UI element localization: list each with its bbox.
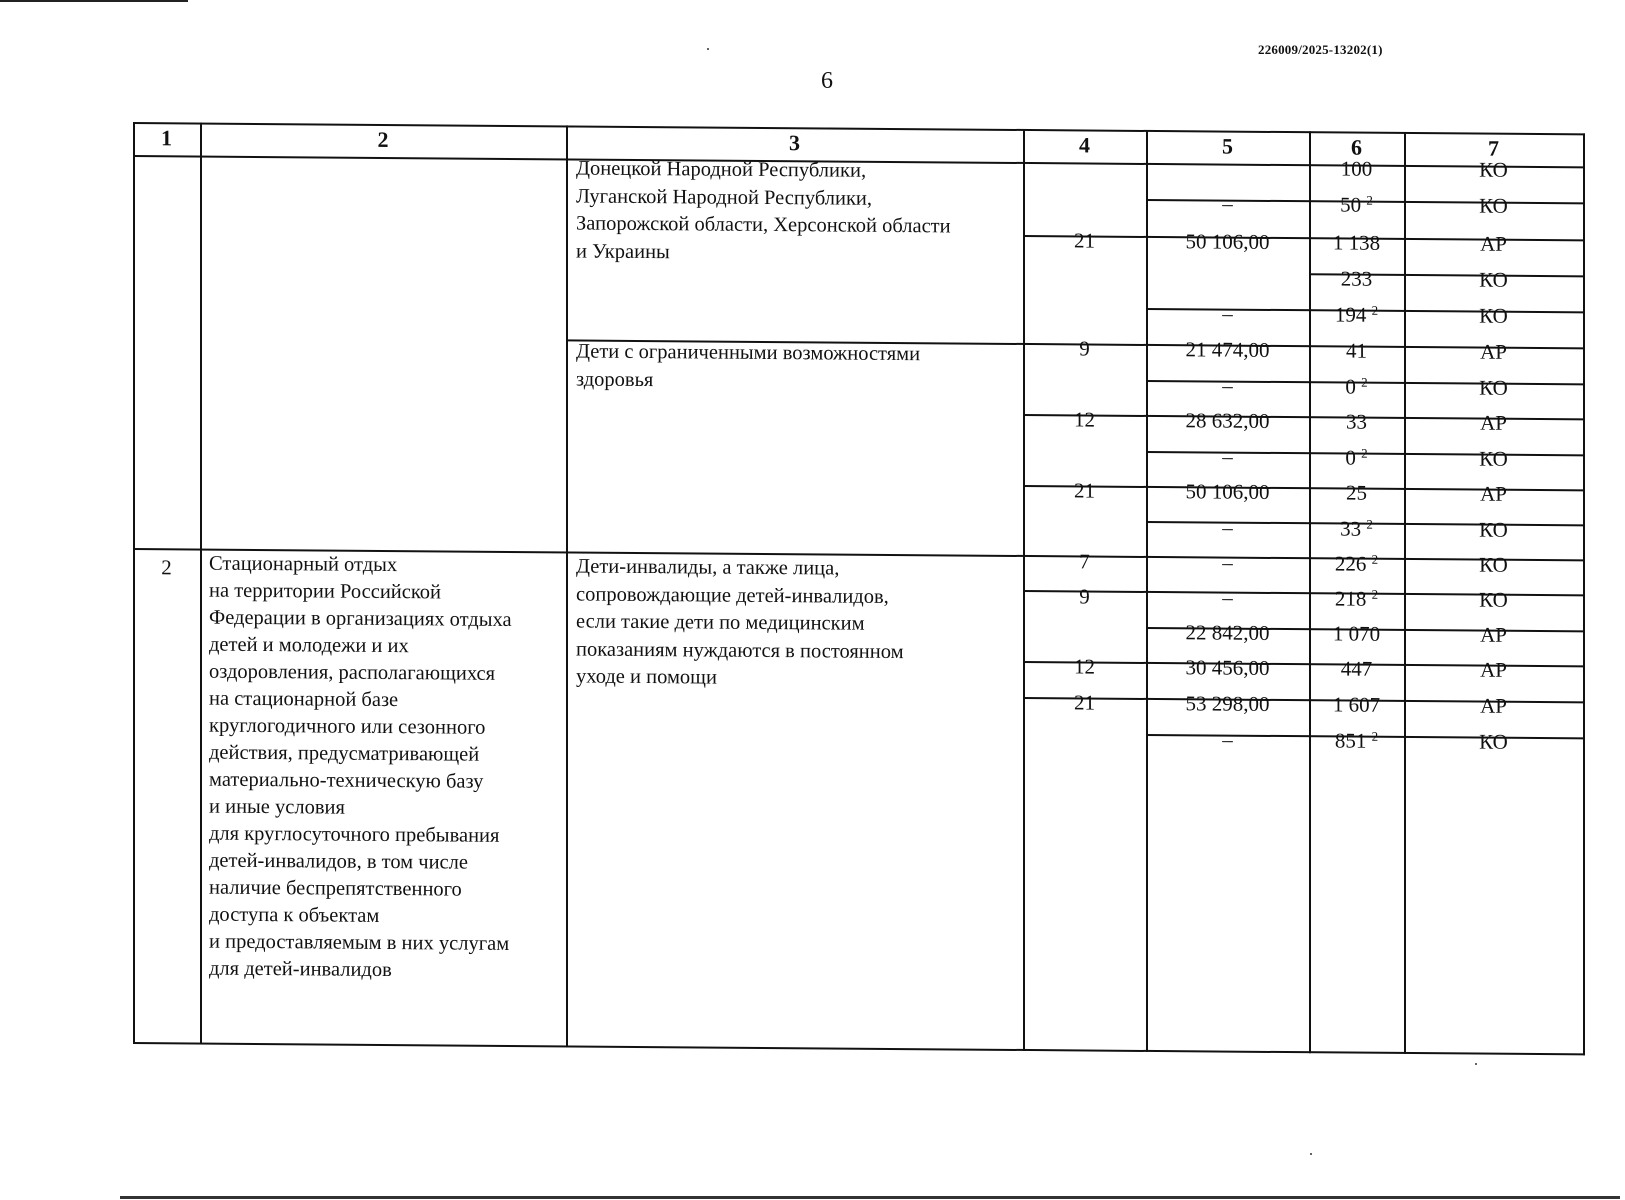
cell-col-7: КО <box>1479 446 1508 471</box>
top-edge-line <box>0 0 188 2</box>
cell-col-7: АР <box>1480 622 1507 647</box>
cell-col-4: 9 <box>1079 336 1090 361</box>
cell-col-5: – <box>1222 550 1233 575</box>
cell-col-6 <box>1309 550 1404 577</box>
cell-value: 33 <box>1340 516 1362 541</box>
cell-col-6 <box>1309 691 1404 718</box>
cell-col-5: – <box>1222 585 1233 610</box>
service-text: Стационарный отдых на территории Российской Федерации в организациях отдыха детей и молодежи и их оздоровления, располагающихся на стационарной базе круглогодичного или сезонного действия, предусматривающей материально-техническую базу и иные условия для круглосуточного пребывания детей-инвалидов, в том числе наличие беспрепятственного доступа к объектам и предоставляемым в них услугам для детей-инвалидов <box>209 552 512 982</box>
footnote-marker: 2 <box>1361 374 1368 390</box>
cell-col-6 <box>1309 229 1404 256</box>
cell-col-6 <box>1309 727 1404 754</box>
cell-col-6 <box>1309 191 1404 218</box>
cell-value: 50 <box>1340 192 1362 217</box>
cell-col-5: – <box>1222 515 1233 540</box>
cell-col-7: АР <box>1480 410 1507 435</box>
cell-col-6 <box>1309 515 1404 542</box>
cell-col-6 <box>1309 301 1404 328</box>
cell-col-6 <box>1309 479 1404 506</box>
scan-speck <box>1310 1153 1312 1155</box>
cell-col-7: КО <box>1479 193 1508 218</box>
data-table <box>133 122 1585 1055</box>
cell-col-4: 21 <box>1074 478 1095 503</box>
cell-value: 100 <box>1340 156 1373 181</box>
cell-col-7: КО <box>1479 587 1508 612</box>
cell-col-7: КО <box>1479 729 1508 754</box>
cell-col-5: 30 456,00 <box>1185 655 1270 680</box>
cell-value: 0 <box>1345 374 1356 399</box>
cell-col-5: 50 106,00 <box>1185 229 1270 254</box>
cell-col-7: АР <box>1480 231 1507 256</box>
cell-col-6 <box>1309 655 1404 682</box>
footnote-marker: 2 <box>1371 728 1379 744</box>
cell-col-4: 7 <box>1079 549 1090 574</box>
document-id: 226009/2025-13202(1) <box>1258 42 1383 57</box>
cell-col-7: АР <box>1480 657 1507 682</box>
cell-col-5: – <box>1222 727 1233 752</box>
header-col-6: 6 <box>1351 134 1362 160</box>
cell-col-6 <box>1309 585 1404 612</box>
footnote-marker: 2 <box>1371 586 1379 602</box>
cell-col-4: 12 <box>1074 654 1095 679</box>
cell-col-5: – <box>1222 191 1233 216</box>
cell-col-4: 12 <box>1074 407 1095 432</box>
cell-col-4: 21 <box>1074 690 1095 715</box>
cell-col-7: КО <box>1479 517 1508 542</box>
cell-value: 194 <box>1334 302 1367 327</box>
cell-value: 226 <box>1334 551 1367 576</box>
cell-value: 1 138 <box>1332 230 1381 255</box>
row-number: 2 <box>161 555 172 580</box>
cell-col-4: 21 <box>1074 228 1095 253</box>
cell-value: 0 <box>1345 445 1356 470</box>
cell-value: 41 <box>1346 338 1367 363</box>
cell-col-5: – <box>1222 301 1233 326</box>
col-border-0 <box>133 122 135 1044</box>
cell-value: 447 <box>1340 656 1373 681</box>
footnote-marker: 2 <box>1366 192 1373 208</box>
cell-col-6 <box>1309 155 1404 182</box>
cell-col-5: – <box>1222 373 1233 398</box>
category-text-block-2: Дети с ограниченными возможностями здоровья <box>576 340 921 391</box>
cell-value: 1 070 <box>1332 621 1381 646</box>
cell-col-7: КО <box>1479 157 1508 182</box>
footnote-marker: 2 <box>1371 551 1379 567</box>
header-col-7: 7 <box>1488 135 1499 161</box>
header-col-5: 5 <box>1222 133 1233 159</box>
cell-col-6 <box>1309 408 1404 435</box>
cell-col-5: 22 842,00 <box>1185 620 1270 645</box>
page-number: 6 <box>821 68 833 94</box>
header-col-4: 4 <box>1079 132 1090 158</box>
cell-col-6 <box>1309 444 1404 471</box>
cell-col-5: – <box>1222 444 1233 469</box>
cell-col-7: КО <box>1479 375 1508 400</box>
cell-col-5: 28 632,00 <box>1185 408 1270 433</box>
scan-speck <box>1475 1063 1477 1065</box>
header-col-3: 3 <box>789 130 800 156</box>
cell-col-7: КО <box>1479 267 1508 292</box>
cell-value: 218 <box>1334 586 1367 611</box>
cell-col-4: 9 <box>1079 584 1090 609</box>
cell-col-5: 53 298,00 <box>1185 691 1270 716</box>
cell-col-6 <box>1309 620 1404 647</box>
cell-value: 1 607 <box>1332 692 1381 717</box>
table-border-bottom <box>133 1042 1585 1055</box>
bottom-edge-line <box>120 1196 1620 1199</box>
cell-col-7: АР <box>1480 339 1507 364</box>
cell-value: 233 <box>1340 266 1373 291</box>
cell-col-7: АР <box>1480 693 1507 718</box>
cell-col-7: АР <box>1480 481 1507 506</box>
scan-speck <box>707 48 709 50</box>
cell-col-7: КО <box>1479 303 1508 328</box>
category-text-block-3: Дети-инвалиды, а также лица, сопровождающие детей-инвалидов, если такие дети по медицинским показаниям нуждаются в постоянном уходе и помощи <box>576 555 904 689</box>
cell-col-5: 50 106,00 <box>1185 479 1270 504</box>
cell-col-7: КО <box>1479 552 1508 577</box>
cell-col-6 <box>1309 337 1404 364</box>
cell-value: 33 <box>1346 409 1367 434</box>
header-col-2: 2 <box>377 126 389 153</box>
footnote-marker: 2 <box>1371 302 1379 318</box>
footnote-marker: 2 <box>1361 445 1368 461</box>
cell-col-6 <box>1309 373 1404 400</box>
cell-value: 25 <box>1346 480 1367 505</box>
footnote-marker: 2 <box>1366 516 1373 532</box>
header-col-1: 1 <box>161 125 172 151</box>
category-text-block-1: Донецкой Народной Республики, Луганской Народной Республики, Запорожской области, Херсонской области и Украины <box>576 157 951 263</box>
cell-col-5: 21 474,00 <box>1185 337 1270 362</box>
col-border-1 <box>200 123 202 1045</box>
col-border-2 <box>566 125 568 1047</box>
cell-col-6 <box>1309 265 1404 292</box>
cell-value: 851 <box>1334 728 1367 753</box>
